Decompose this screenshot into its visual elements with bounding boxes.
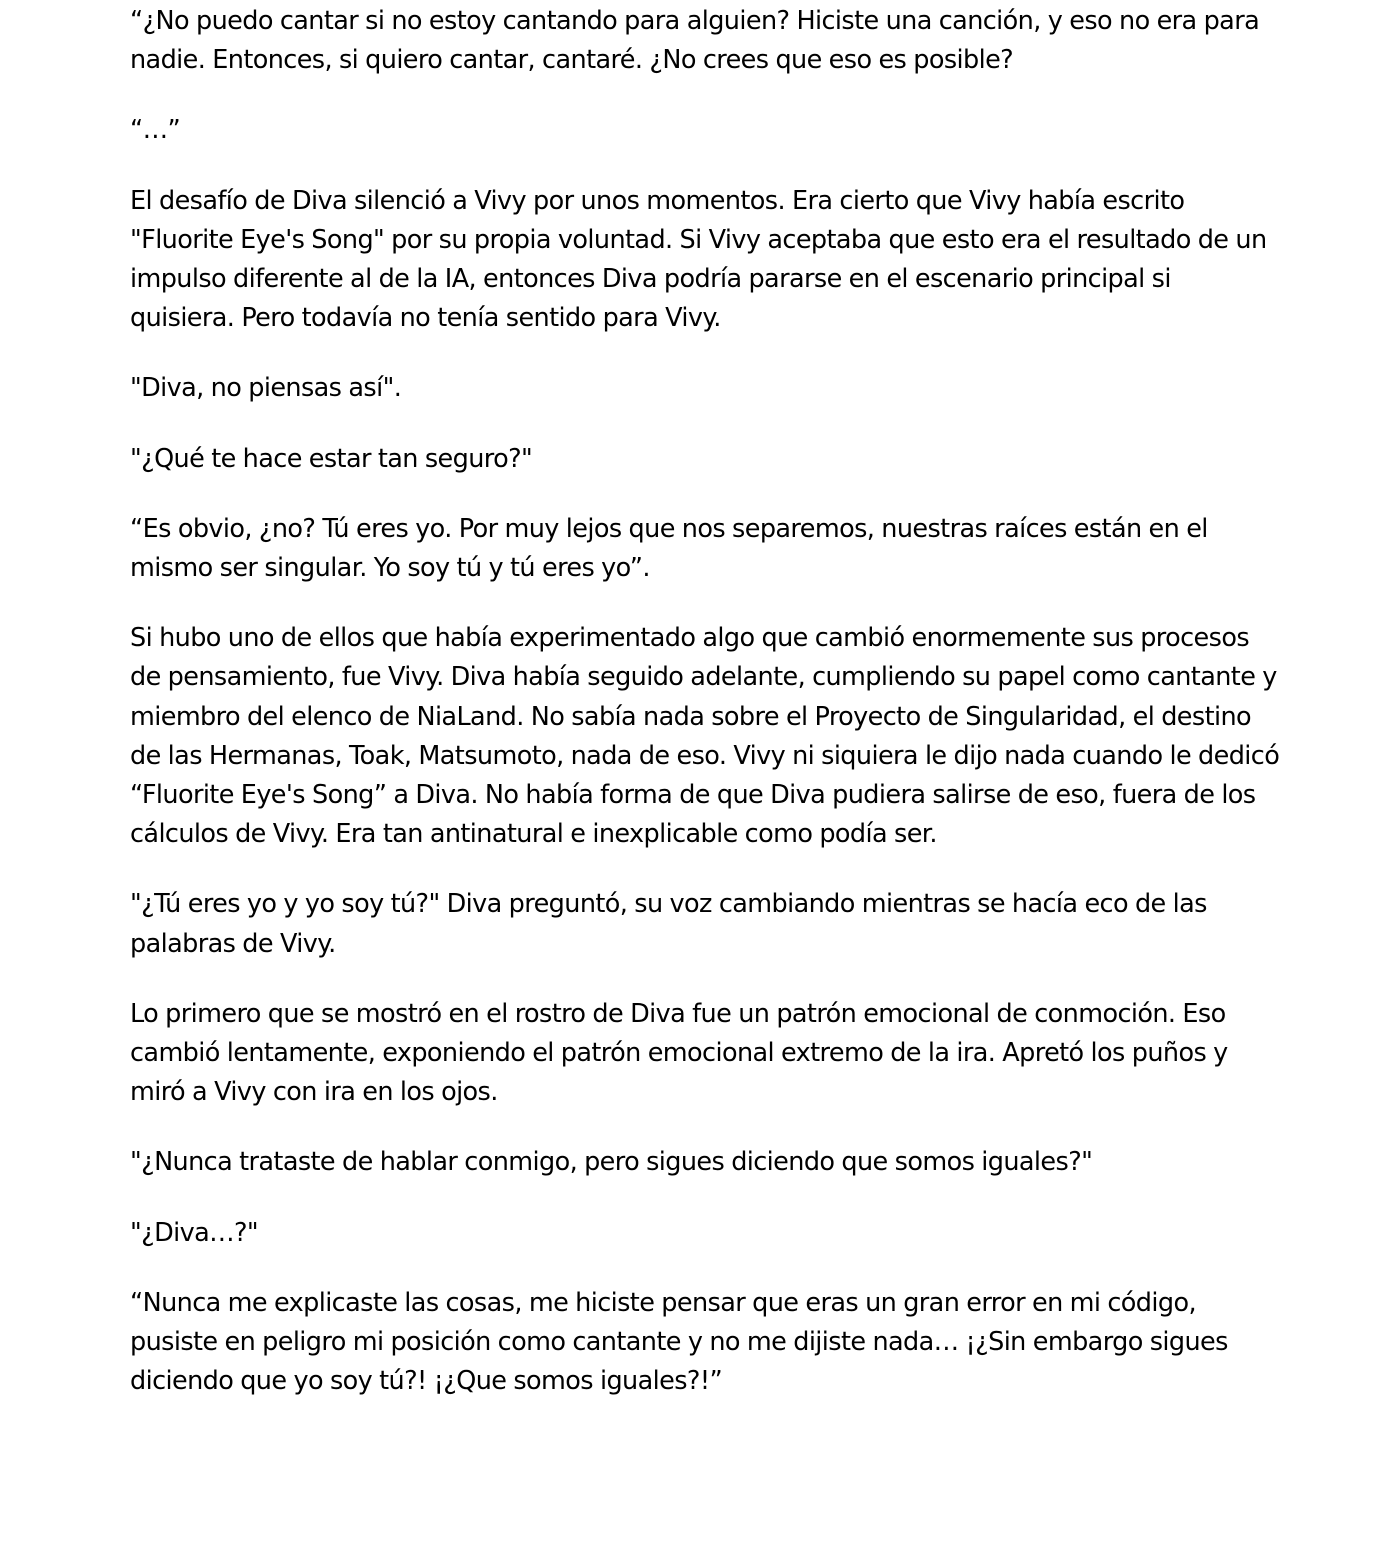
paragraph-1: “¿No puedo cantar si no estoy cantando para alguien? Hiciste una canción, y eso no era para nadie. Entonces, si quiero cantar, cantaré. ¿No crees que eso es posible?	[130, 6, 1260, 76]
paragraph-10: "¿Nunca trataste de hablar conmigo, pero sigues diciendo que somos iguales?"	[130, 1147, 1093, 1178]
paragraph-4: "Diva, no piensas así".	[130, 373, 402, 404]
paragraph-9: Lo primero que se mostró en el rostro de Diva fue un patrón emocional de conmoción. Eso cambió lentamente, exponiendo el patrón emocional extremo de la ira. Apretó los puños y miró a Vivy con ira en los ojos.	[130, 998, 1228, 1108]
paragraph-11: "¿Diva…?"	[130, 1217, 259, 1248]
paragraph-8: "¿Tú eres yo y yo soy tú?" Diva preguntó, su voz cambiando mientras se hacía eco de las palabras de Vivy.	[130, 889, 1207, 959]
paragraph-5: "¿Qué te hace estar tan seguro?"	[130, 443, 533, 474]
paragraph-2: “…”	[130, 115, 181, 146]
body-text	[130, 2, 1280, 1432]
paragraph-3: El desafío de Diva silenció a Vivy por unos momentos. Era cierto que Vivy había escrito "Fluorite Eye's Song" por su propia voluntad. Si Vivy aceptaba que esto era el resultado de un impulso diferente al de la IA, entonces Diva podría pararse en el escenario principal si quisiera. Pero todavía no tenía sentido para Vivy.	[130, 185, 1267, 334]
paragraph-12: “Nunca me explicaste las cosas, me hiciste pensar que eras un gran error en mi código, pusiste en peligro mi posición como cantante y no me dijiste nada… ¡¿Sin embargo sigues diciendo que yo soy tú?! ¡¿Que somos iguales?!”	[130, 1287, 1228, 1397]
paragraph-7: Si hubo uno de ellos que había experimentado algo que cambió enormemente sus procesos de pensamiento, fue Vivy. Diva había seguido adelante, cumpliendo su papel como cantante y miembro del elenco de NiaLand. No sabía nada sobre el Proyecto de Singularidad, el destino de las Hermanas, Toak, Matsumoto, nada de eso. Vivy ni siquiera le dijo nada cuando le dedicó “Fluorite Eye's Song” a Diva. No había forma de que Diva pudiera salirse de eso, fuera de los cálculos de Vivy. Era tan antinatural e inexplicable como podía ser.	[130, 623, 1280, 850]
paragraph-6: “Es obvio, ¿no? Tú eres yo. Por muy lejos que nos separemos, nuestras raíces están en el mismo ser singular. Yo soy tú y tú eres yo”.	[130, 513, 1208, 584]
